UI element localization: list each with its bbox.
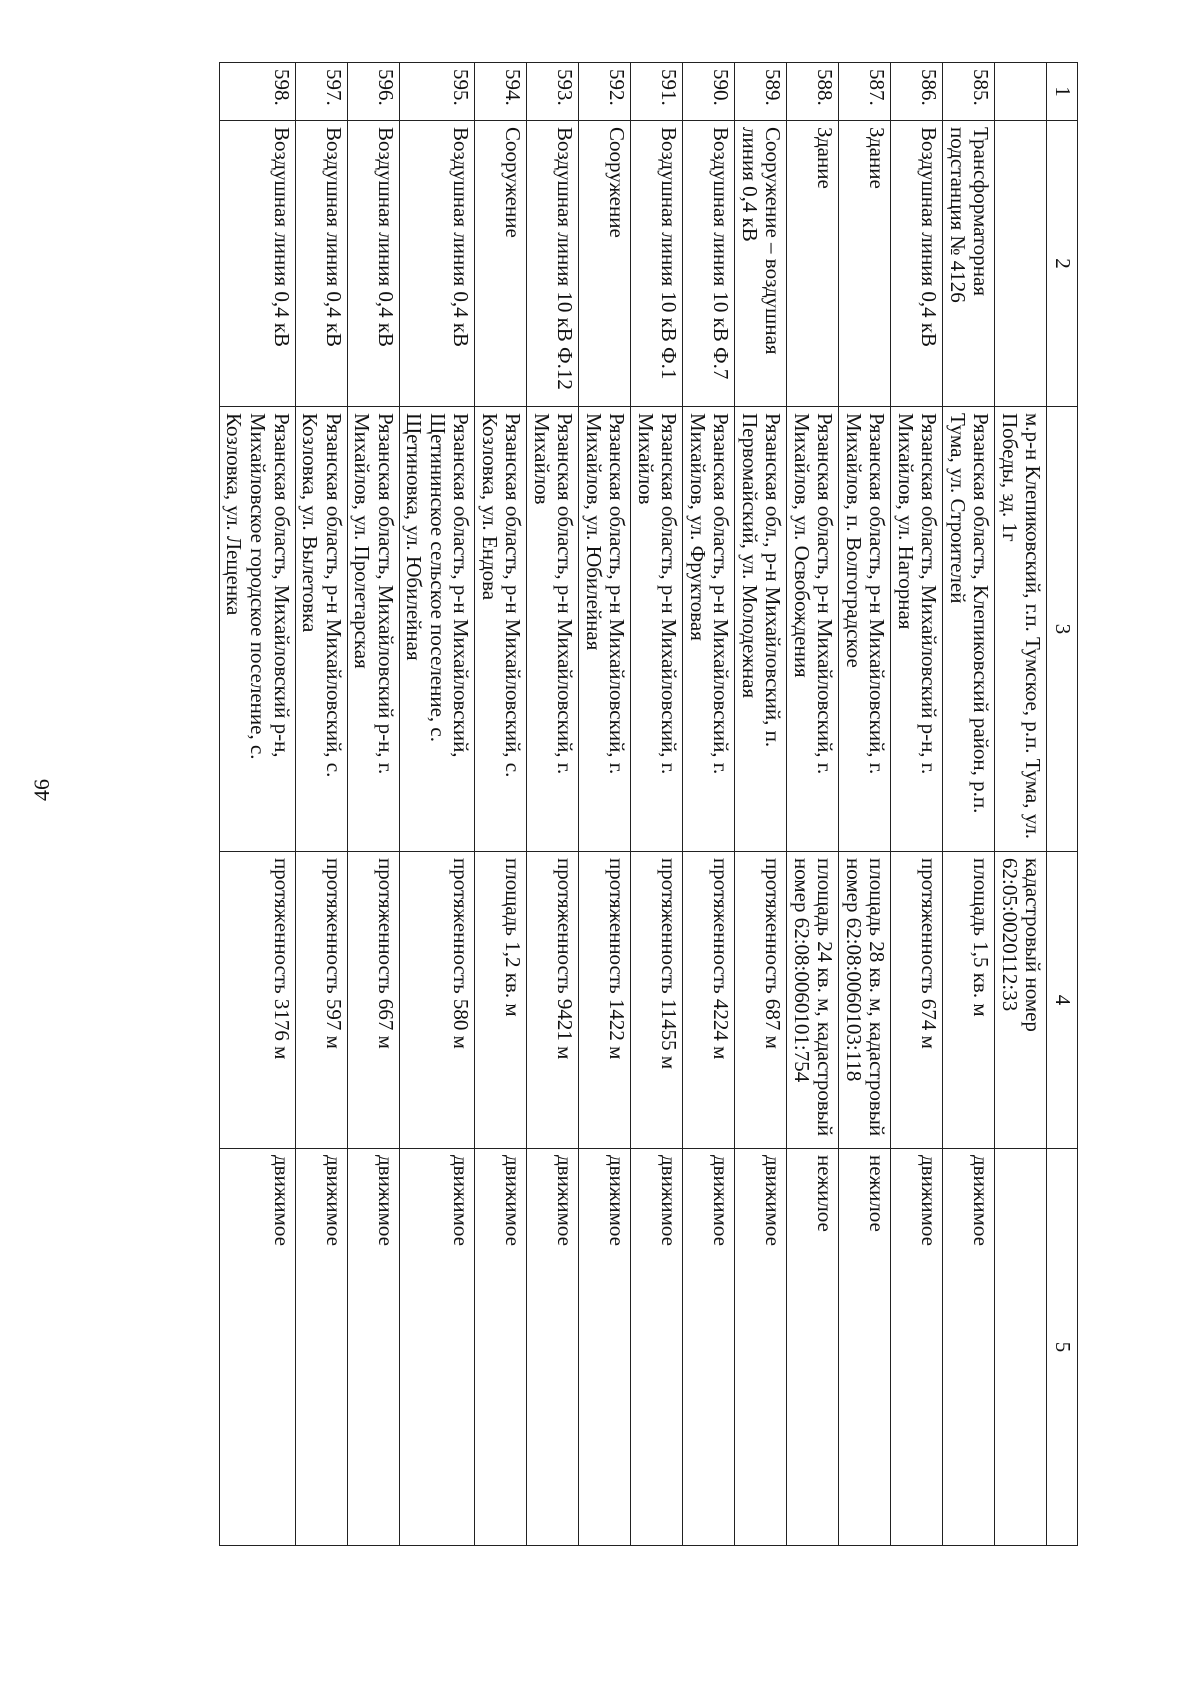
property-type: движимое bbox=[891, 1149, 943, 1546]
row-number bbox=[995, 63, 1047, 121]
table-row bbox=[787, 63, 839, 1546]
object-address: Рязанская область, р-н Михайловский, г. Михайлов bbox=[527, 407, 579, 852]
row-number: 585. bbox=[943, 63, 995, 121]
object-address: Рязанская область, р-н Михайловский, Щетининское сельское поселение, с. Щетиновка, ул. Юбилейная bbox=[399, 407, 475, 852]
object-name: Воздушная линия 10 кВ Ф.1 bbox=[631, 121, 683, 407]
object-address: м.р-н Клепиковский, г.п. Тумское, р.п. Тума, ул. Победы, зд. 1г bbox=[995, 407, 1047, 852]
property-type: движимое bbox=[735, 1149, 787, 1546]
table-row bbox=[995, 63, 1047, 1546]
object-name: Воздушная линия 10 кВ Ф.12 bbox=[527, 121, 579, 407]
table-row bbox=[839, 63, 891, 1546]
object-characteristics: протяженность 674 м bbox=[891, 852, 943, 1149]
object-name: Трансформаторная подстанция № 4126 bbox=[943, 121, 995, 407]
table-row bbox=[219, 63, 295, 1546]
object-characteristics: протяженность 9421 м bbox=[527, 852, 579, 1149]
object-address: Рязанская область, р-н Михайловский, г. Михайлов, ул. Освобождения bbox=[787, 407, 839, 852]
property-type: движимое bbox=[579, 1149, 631, 1546]
object-characteristics: протяженность 597 м bbox=[295, 852, 347, 1149]
table-row bbox=[295, 63, 347, 1546]
property-type: движимое bbox=[683, 1149, 735, 1546]
table-row bbox=[631, 63, 683, 1546]
property-type: движимое bbox=[943, 1149, 995, 1546]
object-address: Рязанская область, р-н Михайловский, г. Михайлов, ул. Фруктовая bbox=[683, 407, 735, 852]
row-number: 588. bbox=[787, 63, 839, 121]
object-name: Сооружение bbox=[475, 121, 527, 407]
row-number: 596. bbox=[347, 63, 399, 121]
object-characteristics: протяженность 580 м bbox=[399, 852, 475, 1149]
object-name: Воздушная линия 0,4 кВ bbox=[219, 121, 295, 407]
property-type: движимое bbox=[219, 1149, 295, 1546]
row-number: 591. bbox=[631, 63, 683, 121]
property-table bbox=[219, 62, 1078, 1546]
object-characteristics: протяженность 687 м bbox=[735, 852, 787, 1149]
object-name: Воздушная линия 0,4 кВ bbox=[295, 121, 347, 407]
object-characteristics: протяженность 1422 м bbox=[579, 852, 631, 1149]
property-type: движимое bbox=[527, 1149, 579, 1546]
table-header-row bbox=[1047, 63, 1078, 1546]
column-header: 4 bbox=[1047, 852, 1078, 1149]
property-type: движимое bbox=[475, 1149, 527, 1546]
object-address: Рязанская область, р-н Михайловский, г. Михайлов, ул. Юбилейная bbox=[579, 407, 631, 852]
column-header: 2 bbox=[1047, 121, 1078, 407]
row-number: 590. bbox=[683, 63, 735, 121]
table-row bbox=[347, 63, 399, 1546]
object-address: Рязанская область, р-н Михайловский, с. Козловка, ул. Вылетовка bbox=[295, 407, 347, 852]
object-address: Рязанская область, Михайловский р-н, г. Михайлов, ул. Пролетарская bbox=[347, 407, 399, 852]
object-name: Воздушная линия 10 кВ Ф.7 bbox=[683, 121, 735, 407]
object-name bbox=[995, 121, 1047, 407]
object-characteristics: протяженность 11455 м bbox=[631, 852, 683, 1149]
column-header: 5 bbox=[1047, 1149, 1078, 1546]
column-header: 1 bbox=[1047, 63, 1078, 121]
property-type: нежилое bbox=[839, 1149, 891, 1546]
property-type bbox=[995, 1149, 1047, 1546]
property-type: движимое bbox=[631, 1149, 683, 1546]
object-name: Здание bbox=[839, 121, 891, 407]
table-row bbox=[943, 63, 995, 1546]
property-type: движимое bbox=[295, 1149, 347, 1546]
object-address: Рязанская область, Михайловский р-н, Михайловское городское поселение, с. Козловка, ул. Лещенка bbox=[219, 407, 295, 852]
object-characteristics: протяженность 4224 м bbox=[683, 852, 735, 1149]
row-number: 592. bbox=[579, 63, 631, 121]
object-name: Воздушная линия 0,4 кВ bbox=[891, 121, 943, 407]
page-number: 46 bbox=[29, 779, 54, 801]
table-row bbox=[399, 63, 475, 1546]
object-characteristics: площадь 1,2 кв. м bbox=[475, 852, 527, 1149]
object-name: Сооружение bbox=[579, 121, 631, 407]
object-characteristics: кадастровый номер 62:05:0020112:33 bbox=[995, 852, 1047, 1149]
object-address: Рязанская область, Клепиковский район, р.п. Тума, ул. Строителей bbox=[943, 407, 995, 852]
object-address: Рязанская обл., р-н Михайловский, п. Первомайский, ул. Молодежная bbox=[735, 407, 787, 852]
table-row bbox=[527, 63, 579, 1546]
table-row bbox=[683, 63, 735, 1546]
table-row bbox=[579, 63, 631, 1546]
object-name: Сооружение – воздушная линия 0,4 кВ bbox=[735, 121, 787, 407]
table-row bbox=[475, 63, 527, 1546]
object-address: Рязанская область, р-н Михайловский, с. Козловка, ул. Ендова bbox=[475, 407, 527, 852]
object-characteristics: площадь 28 кв. м, кадастровый номер 62:08:0060103:118 bbox=[839, 852, 891, 1149]
property-type: движимое bbox=[399, 1149, 475, 1546]
object-address: Рязанская область, Михайловский р-н, г. Михайлов, ул. Нагорная bbox=[891, 407, 943, 852]
object-address: Рязанская область, р-н Михайловский, г. Михайлов bbox=[631, 407, 683, 852]
row-number: 593. bbox=[527, 63, 579, 121]
property-type: движимое bbox=[347, 1149, 399, 1546]
object-characteristics: протяженность 667 м bbox=[347, 852, 399, 1149]
object-name: Здание bbox=[787, 121, 839, 407]
object-characteristics: протяженность 3176 м bbox=[219, 852, 295, 1149]
table-body bbox=[219, 63, 1047, 1546]
object-name: Воздушная линия 0,4 кВ bbox=[347, 121, 399, 407]
table-row bbox=[891, 63, 943, 1546]
property-type: нежилое bbox=[787, 1149, 839, 1546]
row-number: 597. bbox=[295, 63, 347, 121]
column-header: 3 bbox=[1047, 407, 1078, 852]
object-characteristics: площадь 1,5 кв. м bbox=[943, 852, 995, 1149]
object-address: Рязанская область, р-н Михайловский, г. Михайлов, п. Волгоградское bbox=[839, 407, 891, 852]
row-number: 586. bbox=[891, 63, 943, 121]
table-row bbox=[735, 63, 787, 1546]
object-characteristics: площадь 24 кв. м, кадастровый номер 62:08:0060101:754 bbox=[787, 852, 839, 1149]
row-number: 595. bbox=[399, 63, 475, 121]
rotated-table-container bbox=[114, 62, 1078, 1545]
row-number: 594. bbox=[475, 63, 527, 121]
row-number: 589. bbox=[735, 63, 787, 121]
row-number: 598. bbox=[219, 63, 295, 121]
row-number: 587. bbox=[839, 63, 891, 121]
object-name: Воздушная линия 0,4 кВ bbox=[399, 121, 475, 407]
